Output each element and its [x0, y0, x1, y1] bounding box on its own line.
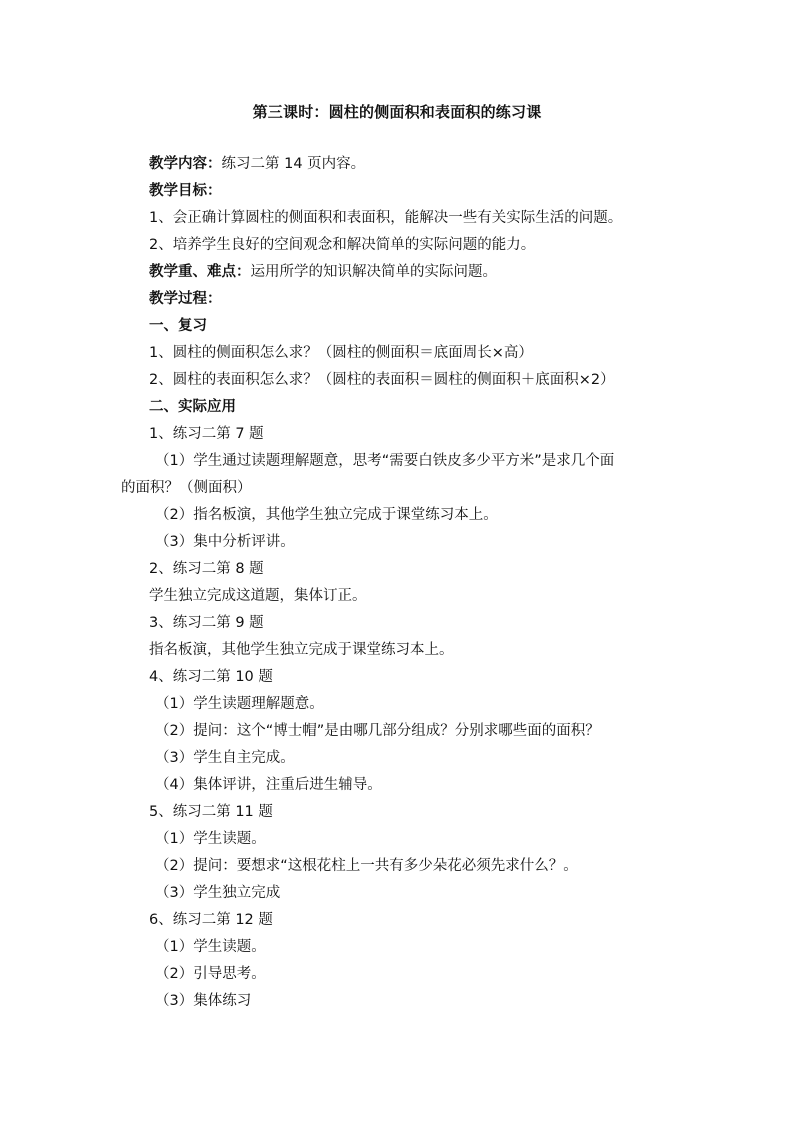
review-heading-text: 一、复习	[149, 318, 207, 334]
q11-step-1: （1）学生读题。	[155, 831, 266, 847]
goals-label-text: 教学目标：	[149, 183, 222, 199]
q7-step-1a: （1）学生通过读题理解题意，思考“需要白铁皮多少平方米”是求几个面	[155, 453, 615, 469]
goals-label	[121, 178, 681, 205]
q7-step-1b: 的面积？（侧面积）	[121, 480, 252, 496]
q9-text: 指名板演，其他学生独立完成于课堂练习本上。	[149, 642, 454, 658]
q10-title: 4、练习二第 10 题	[149, 669, 273, 685]
page-title: 第三课时：圆柱的侧面积和表面积的练习课	[252, 103, 542, 121]
q10-step-2: （2）提问：这个“博士帽”是由哪几部分组成？分别求哪些面的面积？	[155, 723, 600, 739]
q12-title: 6、练习二第 12 题	[149, 912, 273, 928]
review-heading	[121, 313, 681, 340]
q12-step-1: （1）学生读题。	[155, 939, 266, 955]
apply-heading-text: 二、实际应用	[149, 399, 236, 415]
q12-step-3: （3）集体练习	[155, 993, 252, 1009]
content-line	[121, 151, 681, 178]
q9-title: 3、练习二第 9 题	[149, 615, 264, 631]
q8-title: 2、练习二第 8 题	[149, 561, 264, 577]
q11-step-3: （3）学生独立完成	[155, 885, 281, 901]
keypoints-line	[121, 259, 681, 286]
q10-step-1: （1）学生读题理解题意。	[155, 696, 324, 712]
apply-heading	[121, 394, 681, 421]
content-text: 练习二第 14 页内容。	[221, 156, 366, 172]
review-item-2: 2、圆柱的表面积怎么求？（圆柱的表面积＝圆柱的侧面积＋底面积×2）	[149, 372, 615, 388]
review-item-1: 1、圆柱的侧面积怎么求？（圆柱的侧面积＝底面周长×高）	[149, 345, 533, 361]
q7-step-3: （3）集中分析评讲。	[155, 534, 295, 550]
content-label: 教学内容：	[149, 156, 222, 172]
goal-item-2: 2、培养学生良好的空间观念和解决简单的实际问题的能力。	[149, 237, 536, 253]
q10-step-3: （3）学生自主完成。	[155, 750, 295, 766]
keypoints-label: 教学重、难点：	[149, 264, 251, 280]
q12-step-2: （2）引导思考。	[155, 966, 266, 982]
q11-step-2: （2）提问：要想求“这根花柱上一共有多少朵花必须先求什么？。	[155, 858, 578, 874]
goal-item-1: 1、会正确计算圆柱的侧面积和表面积，能解决一些有关实际生活的问题。	[149, 210, 623, 226]
q7-title: 1、练习二第 7 题	[149, 426, 264, 442]
process-label-text: 教学过程：	[149, 291, 222, 307]
q8-text: 学生独立完成这道题，集体订正。	[149, 588, 367, 604]
keypoints-text: 运用所学的知识解决简单的实际问题。	[250, 264, 497, 280]
document-body	[121, 151, 681, 1015]
q11-title: 5、练习二第 11 题	[149, 804, 273, 820]
q7-step-2: （2）指名板演，其他学生独立完成于课堂练习本上。	[155, 507, 498, 523]
q10-step-4: （4）集体评讲，注重后进生辅导。	[155, 777, 382, 793]
process-label	[121, 286, 681, 313]
